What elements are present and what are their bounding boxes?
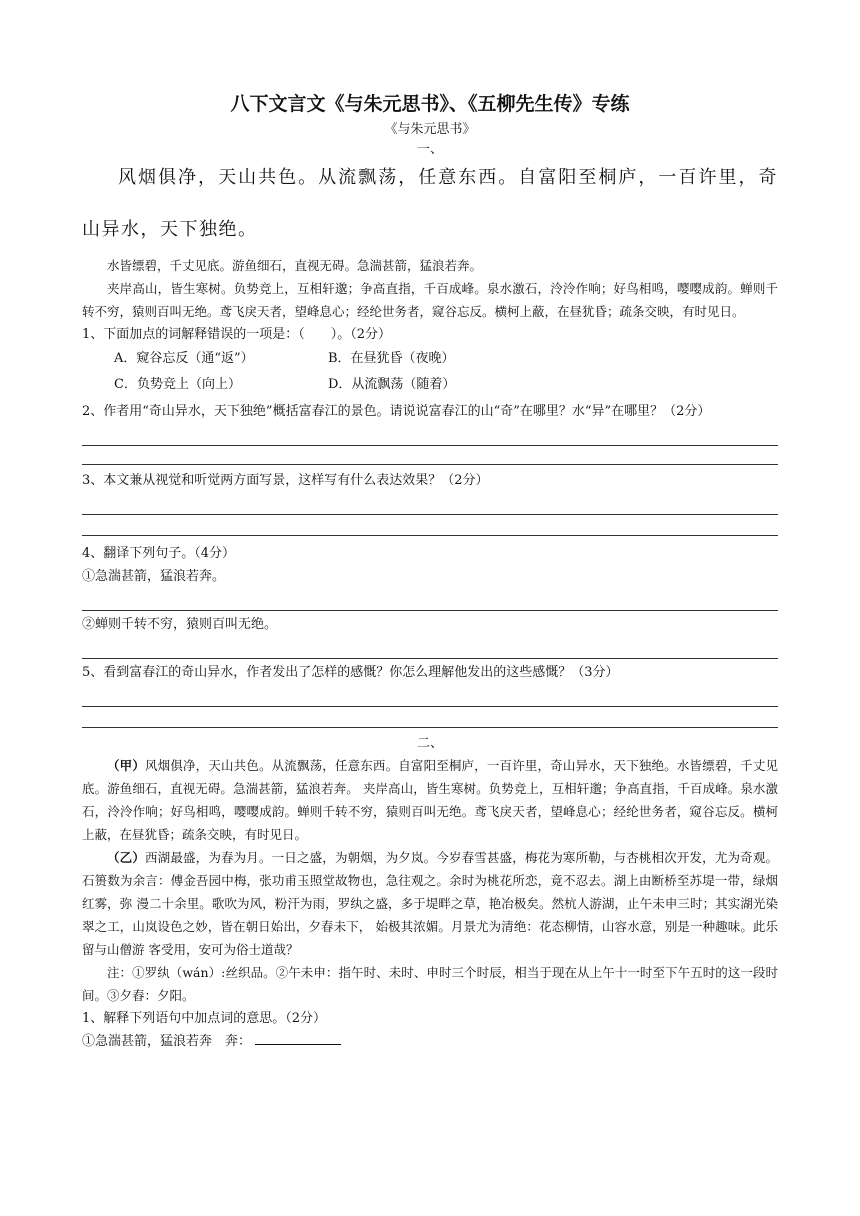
passage-yi-text: 西湖最盛，为春为月。一日之盛，为朝烟，为夕岚。今岁春雪甚盛，梅花为寒所勒，与杏桃相次开发，尤为奇观。石篑数为余言：傅金吾园中梅，张功甫玉照堂故物也，急往观之。余时为桃花所恋，竟不忍去。湖上由断桥至苏堤一带，绿烟红雾，弥 漫二十余里。歌吹为风，粉汗为雨，罗纨之盛，多于堤畔之草，艳冶极矣。然杭人游湖，止午未申三时；其实湖光染翠之工，山岚设色之妙，皆在朝日始出，夕春未下， 始极其浓媚。月景尤为清绝：花态柳情，山容水意，别是一种趣味。此乐留与山僧游 客受用，安可为俗士道哉？ [82, 850, 778, 957]
question-5: 5、看到富春江的奇山异水，作者发出了怎样的感慨？你怎么理解他发出的这些感慨？（3分） [82, 665, 619, 680]
worksheet-page [82, 88, 778, 1053]
question-1-options [82, 346, 778, 398]
answer-line[interactable] [82, 684, 778, 707]
question-4-stem: 4、翻译下列句子。（4分） [82, 546, 236, 561]
section-2-question-1-stem: 1、解释下列语句中加点词的意思。（2分） [82, 1011, 327, 1026]
passage-opening: 风烟俱净，天山共色。从流飘荡，任意东西。自富阳至桐庐，一百许里，奇山异水，天下独绝。 [82, 167, 778, 240]
section-two-heading: 二、 [416, 736, 443, 751]
answer-line[interactable] [82, 492, 778, 515]
section-one-heading: 一、 [416, 142, 443, 157]
passage-jia-text: 风烟俱净，天山共色。从流飘荡，任意东西。自富阳至桐庐，一百许里，奇山异水，天下独绝。水皆缥碧，千丈见底。游鱼细石，直视无碍。急湍甚箭，猛浪若奔。 夹岸高山，皆生寒树。负势竞上，互相轩邈；争高直指，千百成峰。泉水激石，泠泠作响；好鸟相鸣，嘤嘤成韵。蝉则千转不穷，猿则百叫无绝。鸢飞戾天者，望峰息心；经纶世务者，窥谷忘反。横柯上蔽，在昼犹昏；疏条交映，有时见日。 [82, 758, 778, 842]
option-a[interactable]: A．窥谷忘反（通“返”） [114, 351, 254, 366]
question-3: 3、本文兼从视觉和听觉两方面写景，这样写有什么表达效果？（2分） [82, 473, 489, 488]
answer-line[interactable] [82, 446, 778, 465]
option-d[interactable]: D．从流飘荡（随着） [328, 377, 456, 392]
answer-line[interactable] [82, 588, 778, 611]
passage-yi-label: （乙） [107, 850, 145, 865]
subtitle: 《与朱元思书》 [384, 122, 476, 137]
section-2-question-1-item [82, 1030, 778, 1053]
question-4-sentence-1: ①急湍甚箭，猛浪若奔。 [82, 569, 226, 584]
passage-paragraph-2: 夹岸高山，皆生寒树。负势竞上，互相轩邈；争高直指，千百成峰。泉水激石，泠泠作响；好鸟相鸣，嘤嘤成韵。蝉则千转不穷，猿则百叫无绝。鸢飞戾天者，望峰息心；经纶世务者，窥谷忘反。横柯上蔽，在昼犹昏；疏条交映，有时见日。 [82, 281, 778, 319]
passage-jia-label: （甲） [107, 758, 145, 773]
question-4-sentence-2: ②蝉则千转不穷，猿则百叫无绝。 [82, 617, 278, 632]
passage-paragraph-1: 水皆缥碧，千丈见底。游鱼细石，直视无碍。急湍甚箭，猛浪若奔。 [107, 258, 483, 273]
answer-line[interactable] [82, 636, 778, 659]
question-2: 2、作者用“奇山异水，天下独绝”概括富春江的景色。请说说富春江的山“奇”在哪里？水“异”在哪里？（2分） [82, 404, 711, 419]
answer-blank[interactable] [255, 1030, 341, 1045]
section-2-question-1-text: ①急湍甚箭，猛浪若奔 奔： [82, 1034, 252, 1049]
passage-jia [82, 754, 778, 846]
answer-line[interactable] [82, 707, 778, 728]
answer-line[interactable] [82, 423, 778, 446]
page-title: 八下文言文《与朱元思书》、《五柳先生传》专练 [230, 93, 630, 115]
answer-line[interactable] [82, 515, 778, 536]
question-1-stem: 1、下面加点的词解释错误的一项是：（ ）。（2分） [82, 327, 392, 342]
option-c[interactable]: C．负势竞上（向上） [114, 377, 241, 392]
option-b[interactable]: B．在昼犹昏（夜晚） [328, 351, 455, 366]
passage-note: 注：①罗纨（wán）:丝织品。②午未申：指午时、未时、申时三个时辰，相当于现在从上午十一时至下午五时的这一段时间。③夕舂：夕阳。 [82, 965, 778, 1003]
passage-yi [82, 846, 778, 961]
